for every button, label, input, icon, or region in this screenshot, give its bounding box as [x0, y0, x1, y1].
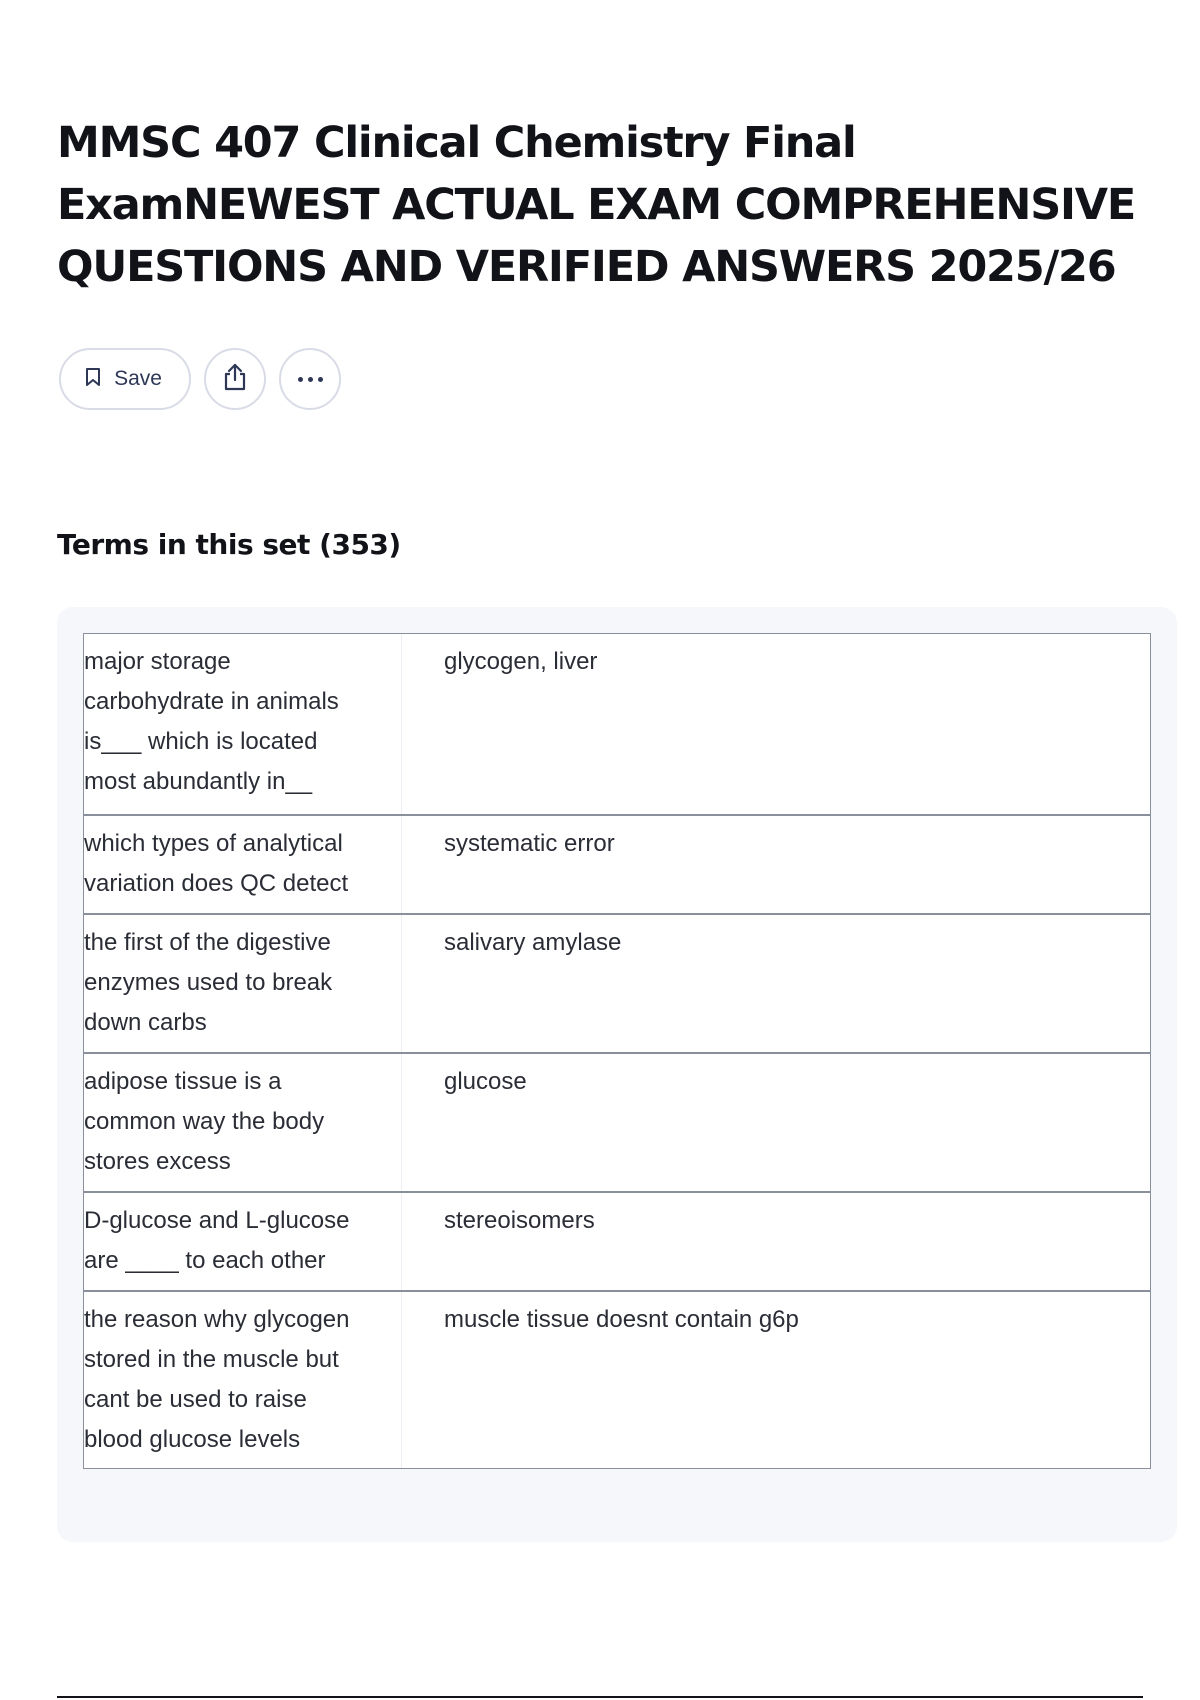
save-button[interactable]	[59, 348, 191, 410]
definition-text: stereoisomers	[444, 1207, 595, 1234]
terms-heading: Terms in this set (353)	[57, 528, 401, 561]
term-text: which types of analytical variation does QC detect	[84, 816, 402, 913]
bookmark-icon	[84, 367, 102, 391]
definition-text: salivary amylase	[444, 929, 622, 956]
term-row	[84, 1193, 1150, 1292]
term-row	[84, 915, 1150, 1054]
save-label: Save	[114, 367, 162, 390]
terms-table	[83, 633, 1151, 1469]
share-icon	[221, 362, 249, 396]
term-row	[84, 634, 1150, 816]
definition-text: muscle tissue doesnt contain g6p	[444, 1306, 799, 1333]
term-row	[84, 1292, 1150, 1468]
more-horizontal-icon	[298, 377, 323, 382]
definition-text: systematic error	[444, 830, 615, 857]
definition-text: glucose	[444, 1068, 527, 1095]
action-bar	[59, 348, 341, 410]
term-text: the reason why glycogen stored in the muscle but cant be used to raise blood glucose levels	[84, 1292, 402, 1468]
page-title: MMSC 407 Clinical Chemistry Final ExamNEWEST ACTUAL EXAM COMPREHENSIVE QUESTIONS AND VERIFIED ANSWERS 2025/26	[57, 118, 1136, 292]
term-text: major storage carbohydrate in animals is___ which is located most abundantly in__	[84, 634, 402, 814]
page-divider	[57, 1696, 1143, 1698]
term-text: the first of the digestive enzymes used to break down carbs	[84, 915, 402, 1052]
term-text: adipose tissue is a common way the body stores excess	[84, 1054, 402, 1191]
term-text: D-glucose and L-glucose are ____ to each other	[84, 1193, 402, 1290]
terms-panel	[57, 607, 1177, 1542]
term-row	[84, 816, 1150, 915]
share-button[interactable]	[204, 348, 266, 410]
more-button[interactable]	[279, 348, 341, 410]
definition-text: glycogen, liver	[444, 648, 598, 675]
term-row	[84, 1054, 1150, 1193]
